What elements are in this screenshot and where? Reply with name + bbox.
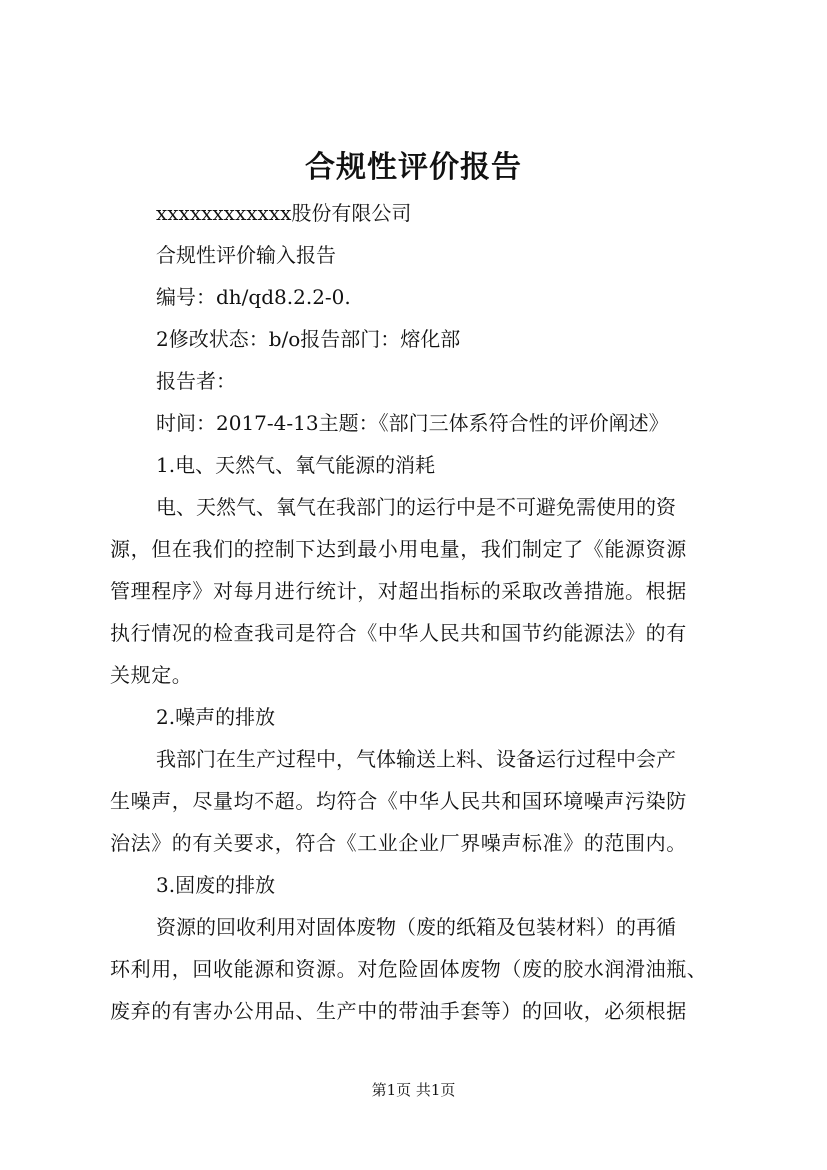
report-subtitle: 合规性评价输入报告 [156, 243, 336, 267]
paragraph-line: 源，但在我们的控制下达到最小用电量，我们制定了《能源资源 [110, 537, 687, 561]
page-footer: 第1页 共1页 [371, 1081, 456, 1099]
paragraph-line: 电、天然气、氧气在我部门的运行中是不可避免需使用的资 [156, 495, 676, 519]
revision-status: 2修改状态：b/o报告部门：熔化部 [156, 327, 461, 351]
paragraph-line: 生噪声，尽量均不超。均符合《中华人民共和国环境噪声污染防 [110, 789, 687, 813]
paragraph-line: 管理程序》对每月进行统计，对超出指标的采取改善措施。根据 [110, 579, 687, 603]
reporter: 报告者： [156, 369, 236, 393]
paragraph-line: 关规定。 [110, 663, 193, 687]
document-number: 编号：dh/qd8.2.2-0. [156, 285, 351, 309]
date-subject: 时间：2017-4-13主题：《部门三体系符合性的评价阐述》 [156, 411, 669, 435]
paragraph-line: 治法》的有关要求，符合《工业企业厂界噪声标准》的范围内。 [110, 831, 687, 855]
company-name: xxxxxxxxxxxx股份有限公司 [156, 201, 412, 225]
paragraph-line: 环利用，回收能源和资源。对危险固体废物（废的胶水润滑油瓶、 [110, 957, 708, 981]
paragraph-line: 执行情况的检查我司是符合《中华人民共和国节约能源法》的有 [110, 621, 687, 645]
paragraph-line: 废弃的有害办公用品、生产中的带油手套等）的回收，必须根据 [110, 999, 687, 1023]
section-heading: 3.固废的排放 [156, 873, 276, 897]
paragraph-line: 我部门在生产过程中，气体输送上料、设备运行过程中会产 [156, 747, 676, 771]
section-heading: 1.电、天然气、氧气能源的消耗 [156, 453, 436, 477]
paragraph-line: 资源的回收利用对固体废物（废的纸箱及包装材料）的再循 [156, 915, 676, 939]
document-title: 合规性评价报告 [305, 150, 522, 185]
section-heading: 2.噪声的排放 [156, 705, 276, 729]
